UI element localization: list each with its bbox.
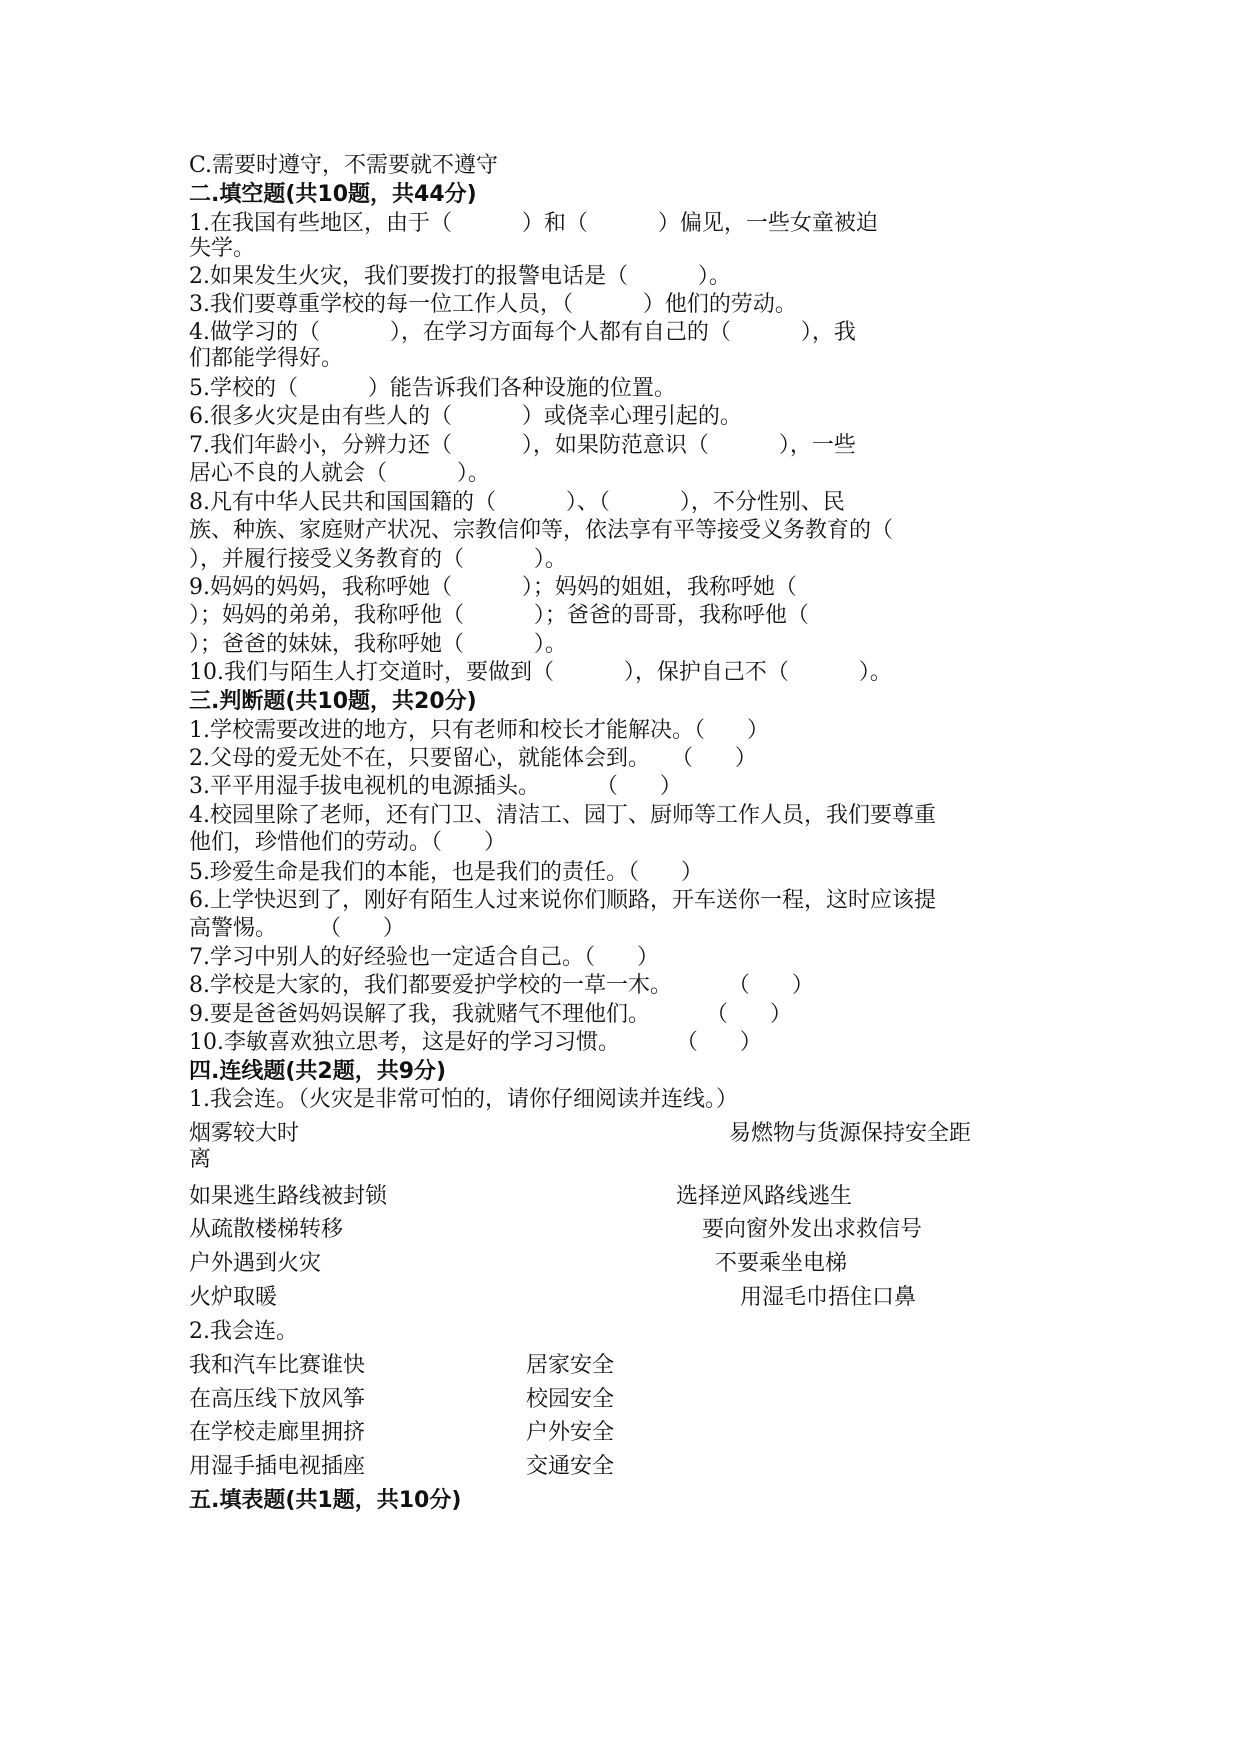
- match2-right-item: 户外安全: [526, 1420, 615, 1445]
- match2-left-item: 在高压线下放风筝: [189, 1387, 366, 1412]
- question-line: 9.妈妈的妈妈，我称呼她（ ）；妈妈的姐姐，我称呼她（: [189, 575, 797, 600]
- match1-right-item: 用湿毛巾捂住口鼻: [740, 1285, 917, 1310]
- question-line: 4.做学习的（ ），在学习方面每个人都有自己的（ ），我: [189, 320, 856, 345]
- match1-right-item: 不要乘坐电梯: [715, 1251, 848, 1276]
- match1-right-item: 选择逆风路线逃生: [676, 1184, 853, 1209]
- question-line: 10.我们与陌生人打交道时，要做到（ ），保护自己不（ ）。: [189, 660, 892, 685]
- question-line: 高警惕。 （ ）: [189, 916, 405, 941]
- question-line: 10.李敏喜欢独立思考，这是好的学习习惯。 （ ）: [189, 1030, 762, 1055]
- match2-right-item: 交通安全: [526, 1454, 615, 1479]
- question-line: 2.父母的爱无处不在，只要留心，就能体会到。 （ ）: [189, 746, 757, 771]
- question-line: 3.我们要尊重学校的每一位工作人员，（ ）他们的劳动。: [189, 292, 797, 317]
- question-line: 居心不良的人就会（ ）。: [189, 461, 490, 486]
- question-line: 们都能学得好。: [189, 346, 344, 371]
- match1-left-item: 户外遇到火灾: [189, 1251, 322, 1276]
- match1-left-item: 烟雾较大时: [189, 1121, 300, 1146]
- question-line: 9.要是爸爸妈妈误解了我，我就赌气不理他们。 （ ）: [189, 1002, 792, 1027]
- question-line: 1.我会连。（火灾是非常可怕的，请你仔细阅读并连线。）: [189, 1087, 738, 1112]
- question-line: 2.我会连。: [189, 1319, 298, 1344]
- question-line: 8.学校是大家的，我们都要爱护学校的一草一木。 （ ）: [189, 973, 814, 998]
- question-line: 4.校园里除了老师，还有门卫、清洁工、园丁、厨师等工作人员，我们要尊重: [189, 803, 936, 828]
- question-line: 失学。: [189, 236, 256, 261]
- section-heading-fill-blank: 二.填空题(共10题，共44分): [189, 182, 477, 207]
- question-line: 5.学校的（ ）能告诉我们各种设施的位置。: [189, 376, 676, 401]
- question-line: 5.珍爱生命是我们的本能，也是我们的责任。（ ）: [189, 860, 703, 885]
- question-line: 7.学习中别人的好经验也一定适合自己。（ ）: [189, 945, 659, 970]
- question-line: ），并履行接受义务教育的（ ）。: [189, 547, 567, 572]
- question-line: 族、种族、家庭财产状况、宗教信仰等，依法享有平等接受义务教育的（: [189, 518, 894, 543]
- match2-right-item: 校园安全: [526, 1387, 615, 1412]
- option-c: C.需要时遵守，不需要就不遵守: [189, 153, 499, 178]
- match1-left-item: 从疏散楼梯转移: [189, 1217, 344, 1242]
- section-heading-true-false: 三.判断题(共10题，共20分): [189, 689, 477, 714]
- question-line: 2.如果发生火灾，我们要拨打的报警电话是（ ）。: [189, 264, 731, 289]
- question-line: 1.在我国有些地区，由于（ ）和（ ）偏见，一些女童被迫: [189, 211, 878, 236]
- match1-left-item: 火炉取暖: [189, 1285, 278, 1310]
- match2-left-item: 我和汽车比赛谁快: [189, 1353, 366, 1378]
- question-line: 8.凡有中华人民共和国国籍的（ ）、（ ），不分性别、民: [189, 490, 845, 515]
- question-line: 6.很多火灾是由有些人的（ ）或侥幸心理引起的。: [189, 404, 742, 429]
- match1-right-item: 易燃物与货源保持安全距: [729, 1121, 972, 1146]
- question-line: ）；妈妈的弟弟，我称呼他（ ）；爸爸的哥哥，我称呼他（: [189, 603, 809, 628]
- question-line: 他们，珍惜他们的劳动。（ ）: [189, 830, 506, 855]
- match1-left-item: 离: [189, 1147, 212, 1172]
- section-heading-table: 五.填表题(共1题，共10分): [189, 1488, 462, 1513]
- question-line: 6.上学快迟到了，刚好有陌生人过来说你们顺路，开车送你一程，这时应该提: [189, 888, 936, 913]
- question-line: ）；爸爸的妹妹，我称呼她（ ）。: [189, 632, 567, 657]
- match2-left-item: 在学校走廊里拥挤: [189, 1420, 366, 1445]
- question-line: 3.平平用湿手拔电视机的电源插头。 （ ）: [189, 774, 682, 799]
- question-line: 1.学校需要改进的地方，只有老师和校长才能解决。（ ）: [189, 718, 769, 743]
- section-heading-matching: 四.连线题(共2题，共9分): [189, 1059, 447, 1084]
- match1-left-item: 如果逃生路线被封锁: [189, 1184, 388, 1209]
- question-line: 7.我们年龄小，分辨力还（ ），如果防范意识（ ），一些: [189, 433, 856, 458]
- match1-right-item: 要向窗外发出求救信号: [702, 1217, 923, 1242]
- match2-left-item: 用湿手插电视插座: [189, 1454, 366, 1479]
- match2-right-item: 居家安全: [526, 1353, 615, 1378]
